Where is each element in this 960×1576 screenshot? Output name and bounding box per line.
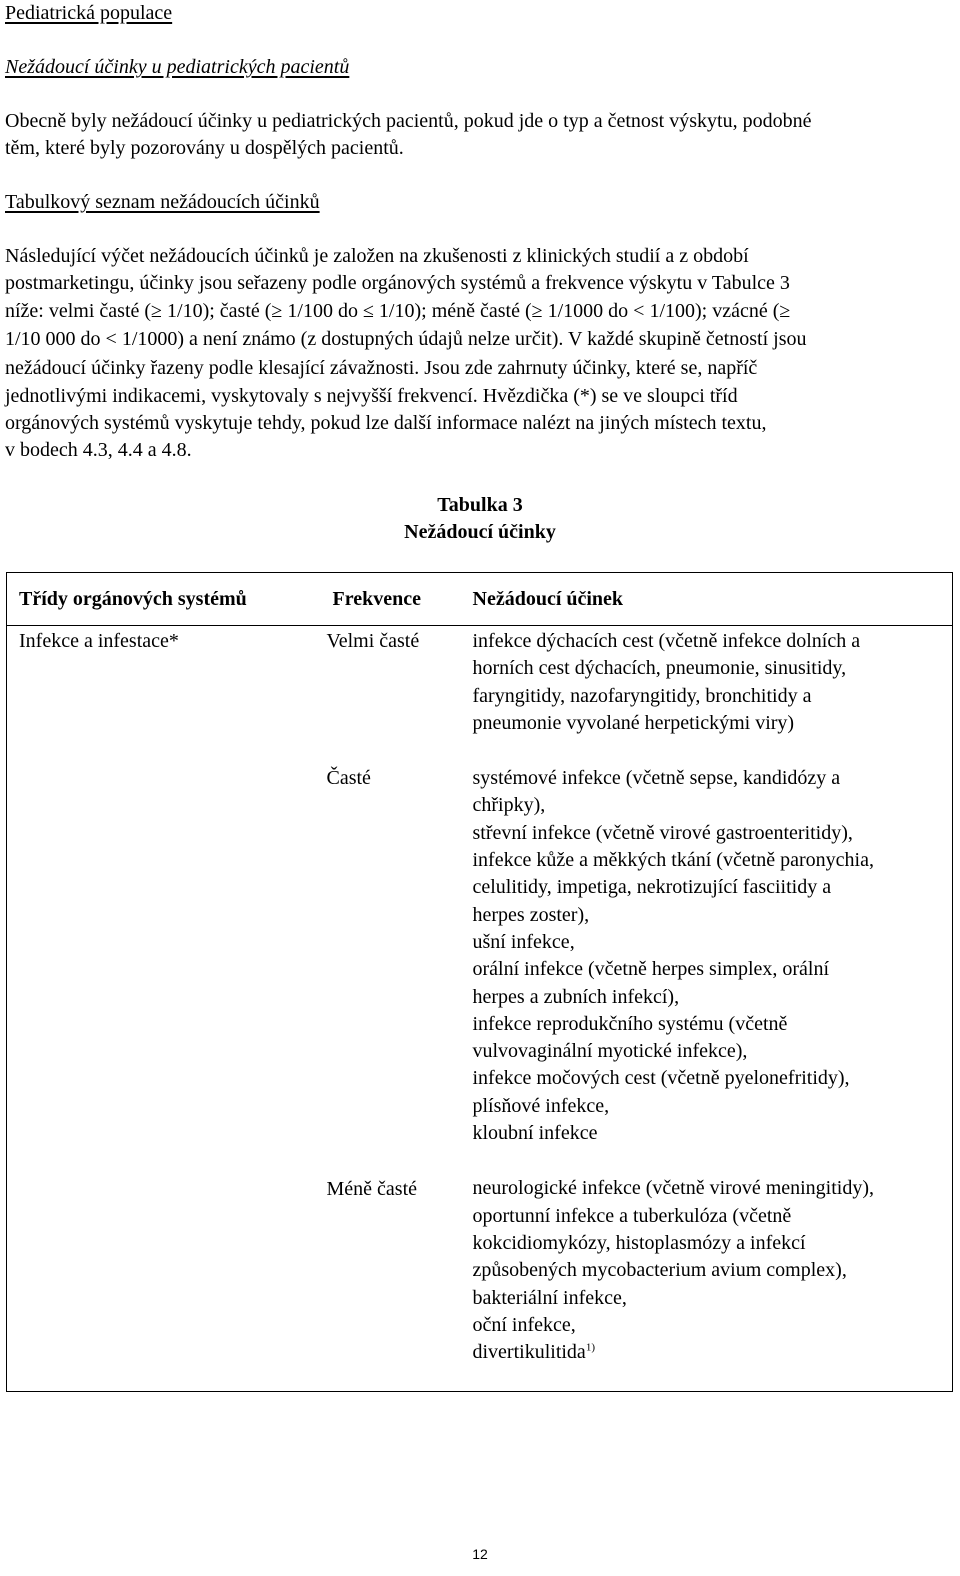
effect-line: oportunní infekce a tuberkulóza (včetně — [472, 1204, 792, 1227]
effect-line: systémové infekce (včetně sepse, kandidózy a — [472, 767, 841, 790]
effect-line: infekce dýchacích cest (včetně infekce dolních a — [472, 630, 861, 652]
system-class-label: Infekce a infestace* — [19, 630, 179, 652]
subsection-title: Nežádoucí účinky u pediatrických pacientů — [5, 56, 350, 78]
effect-line: infekce močových cest (včetně pyelonefritidy), — [472, 1067, 850, 1090]
frequency-uncommon: Méně časté — [326, 1177, 418, 1200]
effect-line: plísňové infekce, — [472, 1094, 610, 1117]
table-caption-number: Tabulka 3 — [437, 494, 523, 516]
effect-line: oční infekce, — [472, 1313, 576, 1336]
body-line: postmarketingu, účinky jsou seřazeny podle orgánových systémů a frekvence výskytu v Tabulce 3 — [5, 272, 790, 294]
effect-text: divertikulitida — [472, 1341, 586, 1364]
header-system-class: Třídy orgánových systémů — [7, 573, 321, 626]
page-number: 12 — [472, 1546, 488, 1562]
table-header-row — [7, 573, 953, 626]
body-line: nežádoucí účinky řazeny podle klesající závažnosti. Jsou zde zahrnuty účinky, které se, napříč — [5, 357, 758, 379]
frequency-common: Časté — [326, 767, 371, 790]
body-line: níže: velmi časté (≥ 1/10); časté (≥ 1/100 do ≤ 1/10); méně časté (≥ 1/1000 do < 1/100); vzácné (≥ — [5, 300, 791, 322]
table-caption-title: Nežádoucí účinky — [404, 521, 556, 543]
effect-line: celulitidy, impetiga, nekrotizující fasciitidy a — [472, 876, 832, 899]
effect-line: herpes a zubních infekcí), — [472, 985, 680, 1008]
effects-uncommon — [473, 1175, 953, 1366]
body-line: Následující výčet nežádoucích účinků je založen na zkušenosti z klinických studií a z období — [5, 245, 749, 267]
effect-line: chřipky), — [472, 794, 546, 817]
effects-very-common — [473, 626, 953, 737]
effect-line: neurologické infekce (včetně virové meningitidy), — [472, 1177, 875, 1200]
body-line: orgánových systémů vyskytuje tehdy, pokud lze další informace nalézt na jiných místech textu, — [5, 412, 767, 434]
effect-line: střevní infekce (včetně virové gastroenteritidy), — [472, 821, 853, 844]
effect-line-footnoted — [473, 1339, 953, 1366]
effect-line: bakteriální infekce, — [472, 1286, 627, 1309]
adverse-effects-table — [6, 572, 953, 1392]
header-frequency: Frekvence — [321, 573, 473, 626]
effect-line: ušní infekce, — [472, 930, 575, 953]
footnote-marker: 1) — [585, 1341, 595, 1354]
list-title: Tabulkový seznam nežádoucích účinků — [5, 191, 320, 213]
table-row — [7, 626, 953, 1392]
intro-line: Obecně byly nežádoucí účinky u pediatrických pacientů, pokud jde o typ a četnost výskytu, podobné — [5, 110, 812, 132]
effect-line: faryngitidy, nazofaryngitidy, bronchitidy a — [472, 684, 812, 707]
frequency-cell — [321, 626, 473, 1392]
effect-line: infekce kůže a měkkých tkání (včetně paronychia, — [472, 849, 874, 872]
system-class-cell — [7, 626, 321, 1392]
effects-common — [473, 765, 953, 1147]
effect-line: vulvovaginální myotické infekce), — [472, 1040, 748, 1063]
section-title: Pediatrická populace — [5, 2, 173, 24]
intro-line: těm, které byly pozorovány u dospělých pacientů. — [5, 137, 404, 159]
body-line: jednotlivými indikacemi, vyskytovaly s nejvyšší frekvencí. Hvězdička (*) se ve sloupci tříd — [5, 385, 738, 407]
effect-line: kokcidiomykózy, histoplasmózy a infekcí — [472, 1231, 806, 1254]
header-adverse-effect: Nežádoucí účinek — [473, 573, 953, 626]
effect-line: orální infekce (včetně herpes simplex, orální — [472, 958, 830, 981]
frequency-very-common: Velmi časté — [326, 630, 420, 652]
effect-line: způsobených mycobacterium avium complex), — [472, 1259, 847, 1282]
effect-line: kloubní infekce — [472, 1122, 598, 1145]
effect-line: infekce reprodukčního systému (včetně — [472, 1012, 788, 1035]
body-line: v bodech 4.3, 4.4 a 4.8. — [5, 439, 192, 461]
effect-line: herpes zoster), — [472, 903, 590, 926]
effect-line: pneumonie vyvolané herpetickými viry) — [472, 711, 795, 734]
effect-line: horních cest dýchacích, pneumonie, sinusitidy, — [472, 657, 847, 680]
body-line: 1/10 000 do < 1/1000) a není známo (z dostupných údajů nelze určit). V každé skupině četností jsou — [5, 328, 807, 350]
adverse-effect-cell — [473, 626, 953, 1392]
